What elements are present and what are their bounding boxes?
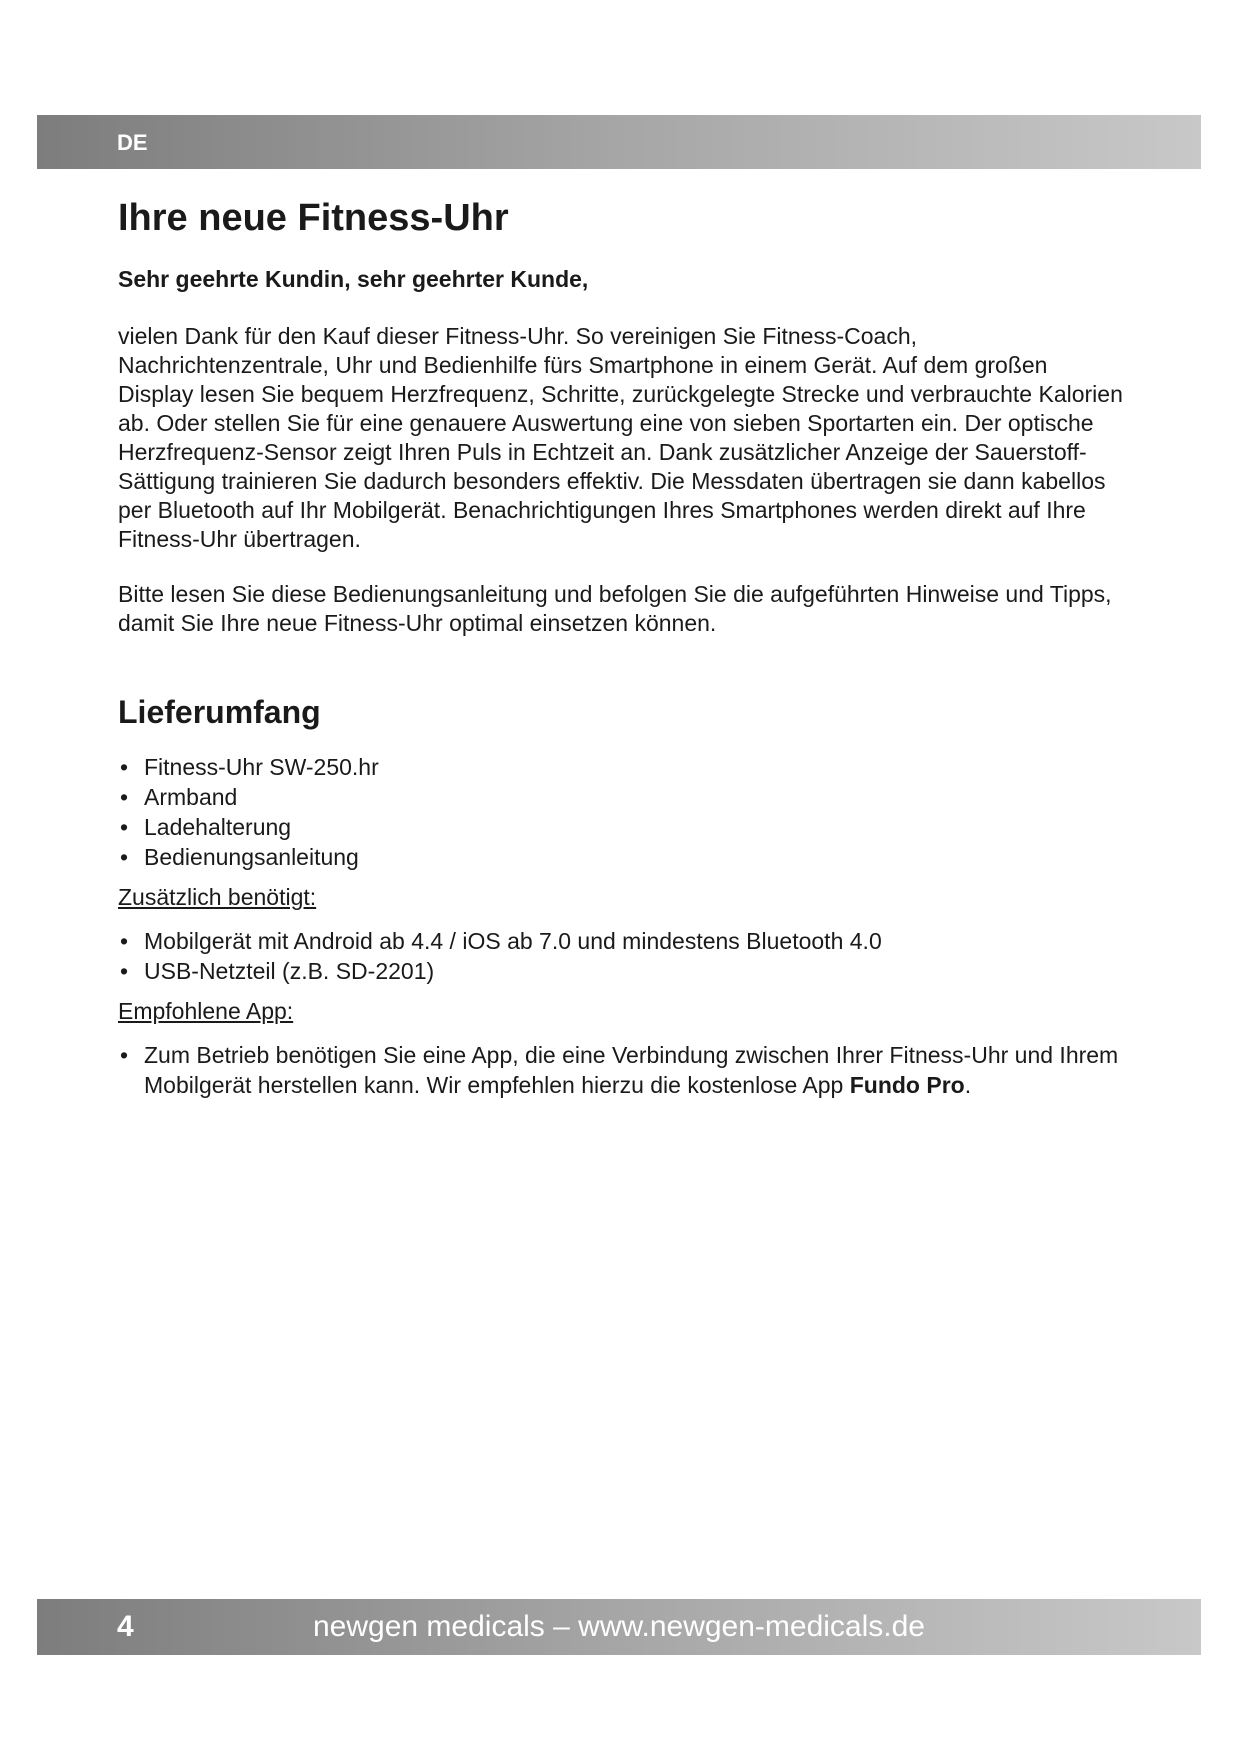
page-number: 4	[117, 1610, 134, 1643]
section-title-scope: Lieferumfang	[118, 694, 321, 730]
list-item: • Fitness-Uhr SW-250.hr	[118, 752, 1128, 782]
salutation: Sehr geehrte Kundin, sehr geehrter Kunde,	[118, 266, 589, 292]
scope-list	[118, 752, 1128, 872]
intro-paragraph: vielen Dank für den Kauf dieser Fitness-Uhr. So vereinigen Sie Fitness-Coach, Nachrichtenzentrale, Uhr und Bedienhilfe fürs Smartphone in einem Gerät. Auf dem großen Display lesen Sie bequem Herzfrequenz, Schritte, zurückgelegte Strecke und verbrauchte Kalorien ab. Oder stellen Sie für eine genauere Auswertung eine von sieben Sportarten ein. Der optische Herzfrequenz-Sensor zeigt Ihren Puls in Echtzeit an. Dank zusätzlicher Anzeige der Sauerstoff-Sättigung trainieren Sie dadurch besonders effektiv. Die Messdaten übertragen sie dann kabellos per Bluetooth auf Ihr Mobilgerät. Benachrichtigungen Ihres Smartphones werden direkt auf Ihre Fitness-Uhr übertragen.	[118, 323, 1123, 552]
app-list	[118, 1040, 1128, 1100]
list-item: • Ladehalterung	[118, 812, 1128, 842]
app-name: Fundo Pro	[849, 1072, 965, 1098]
list-item: • Mobilgerät mit Android ab 4.4 / iOS ab 7.0 und mindestens Bluetooth 4.0	[118, 926, 1128, 956]
list-item: • USB-Netzteil (z.B. SD-2201)	[118, 956, 1128, 986]
list-item-app	[118, 1040, 1128, 1100]
instructions-paragraph: Bitte lesen Sie diese Bedienungsanleitung und befolgen Sie die aufgeführten Hinweise und Tipps, damit Sie Ihre neue Fitness-Uhr optimal einsetzen können.	[118, 581, 1112, 636]
list-item: • Bedienungsanleitung	[118, 842, 1128, 872]
required-subheading: Zusätzlich benötigt:	[118, 884, 317, 910]
page-content	[118, 190, 1128, 1110]
page-title: Ihre neue Fitness-Uhr	[118, 197, 509, 239]
app-text-end: .	[964, 1072, 972, 1098]
required-list	[118, 926, 1128, 986]
app-text: Zum Betrieb benötigen Sie eine App, die eine Verbindung zwischen Ihrer Fitness-Uhr und Ihrem Mobilgerät herstellen kann. Wir empfehlen hierzu die kostenlose App	[144, 1042, 1119, 1098]
header-bar	[37, 115, 1201, 169]
footer-bar	[37, 1599, 1201, 1655]
list-item: • Armband	[118, 782, 1128, 812]
app-subheading: Empfohlene App:	[118, 998, 294, 1024]
language-label: DE	[117, 130, 148, 155]
footer-text: newgen medicals – www.newgen-medicals.de	[313, 1610, 925, 1643]
